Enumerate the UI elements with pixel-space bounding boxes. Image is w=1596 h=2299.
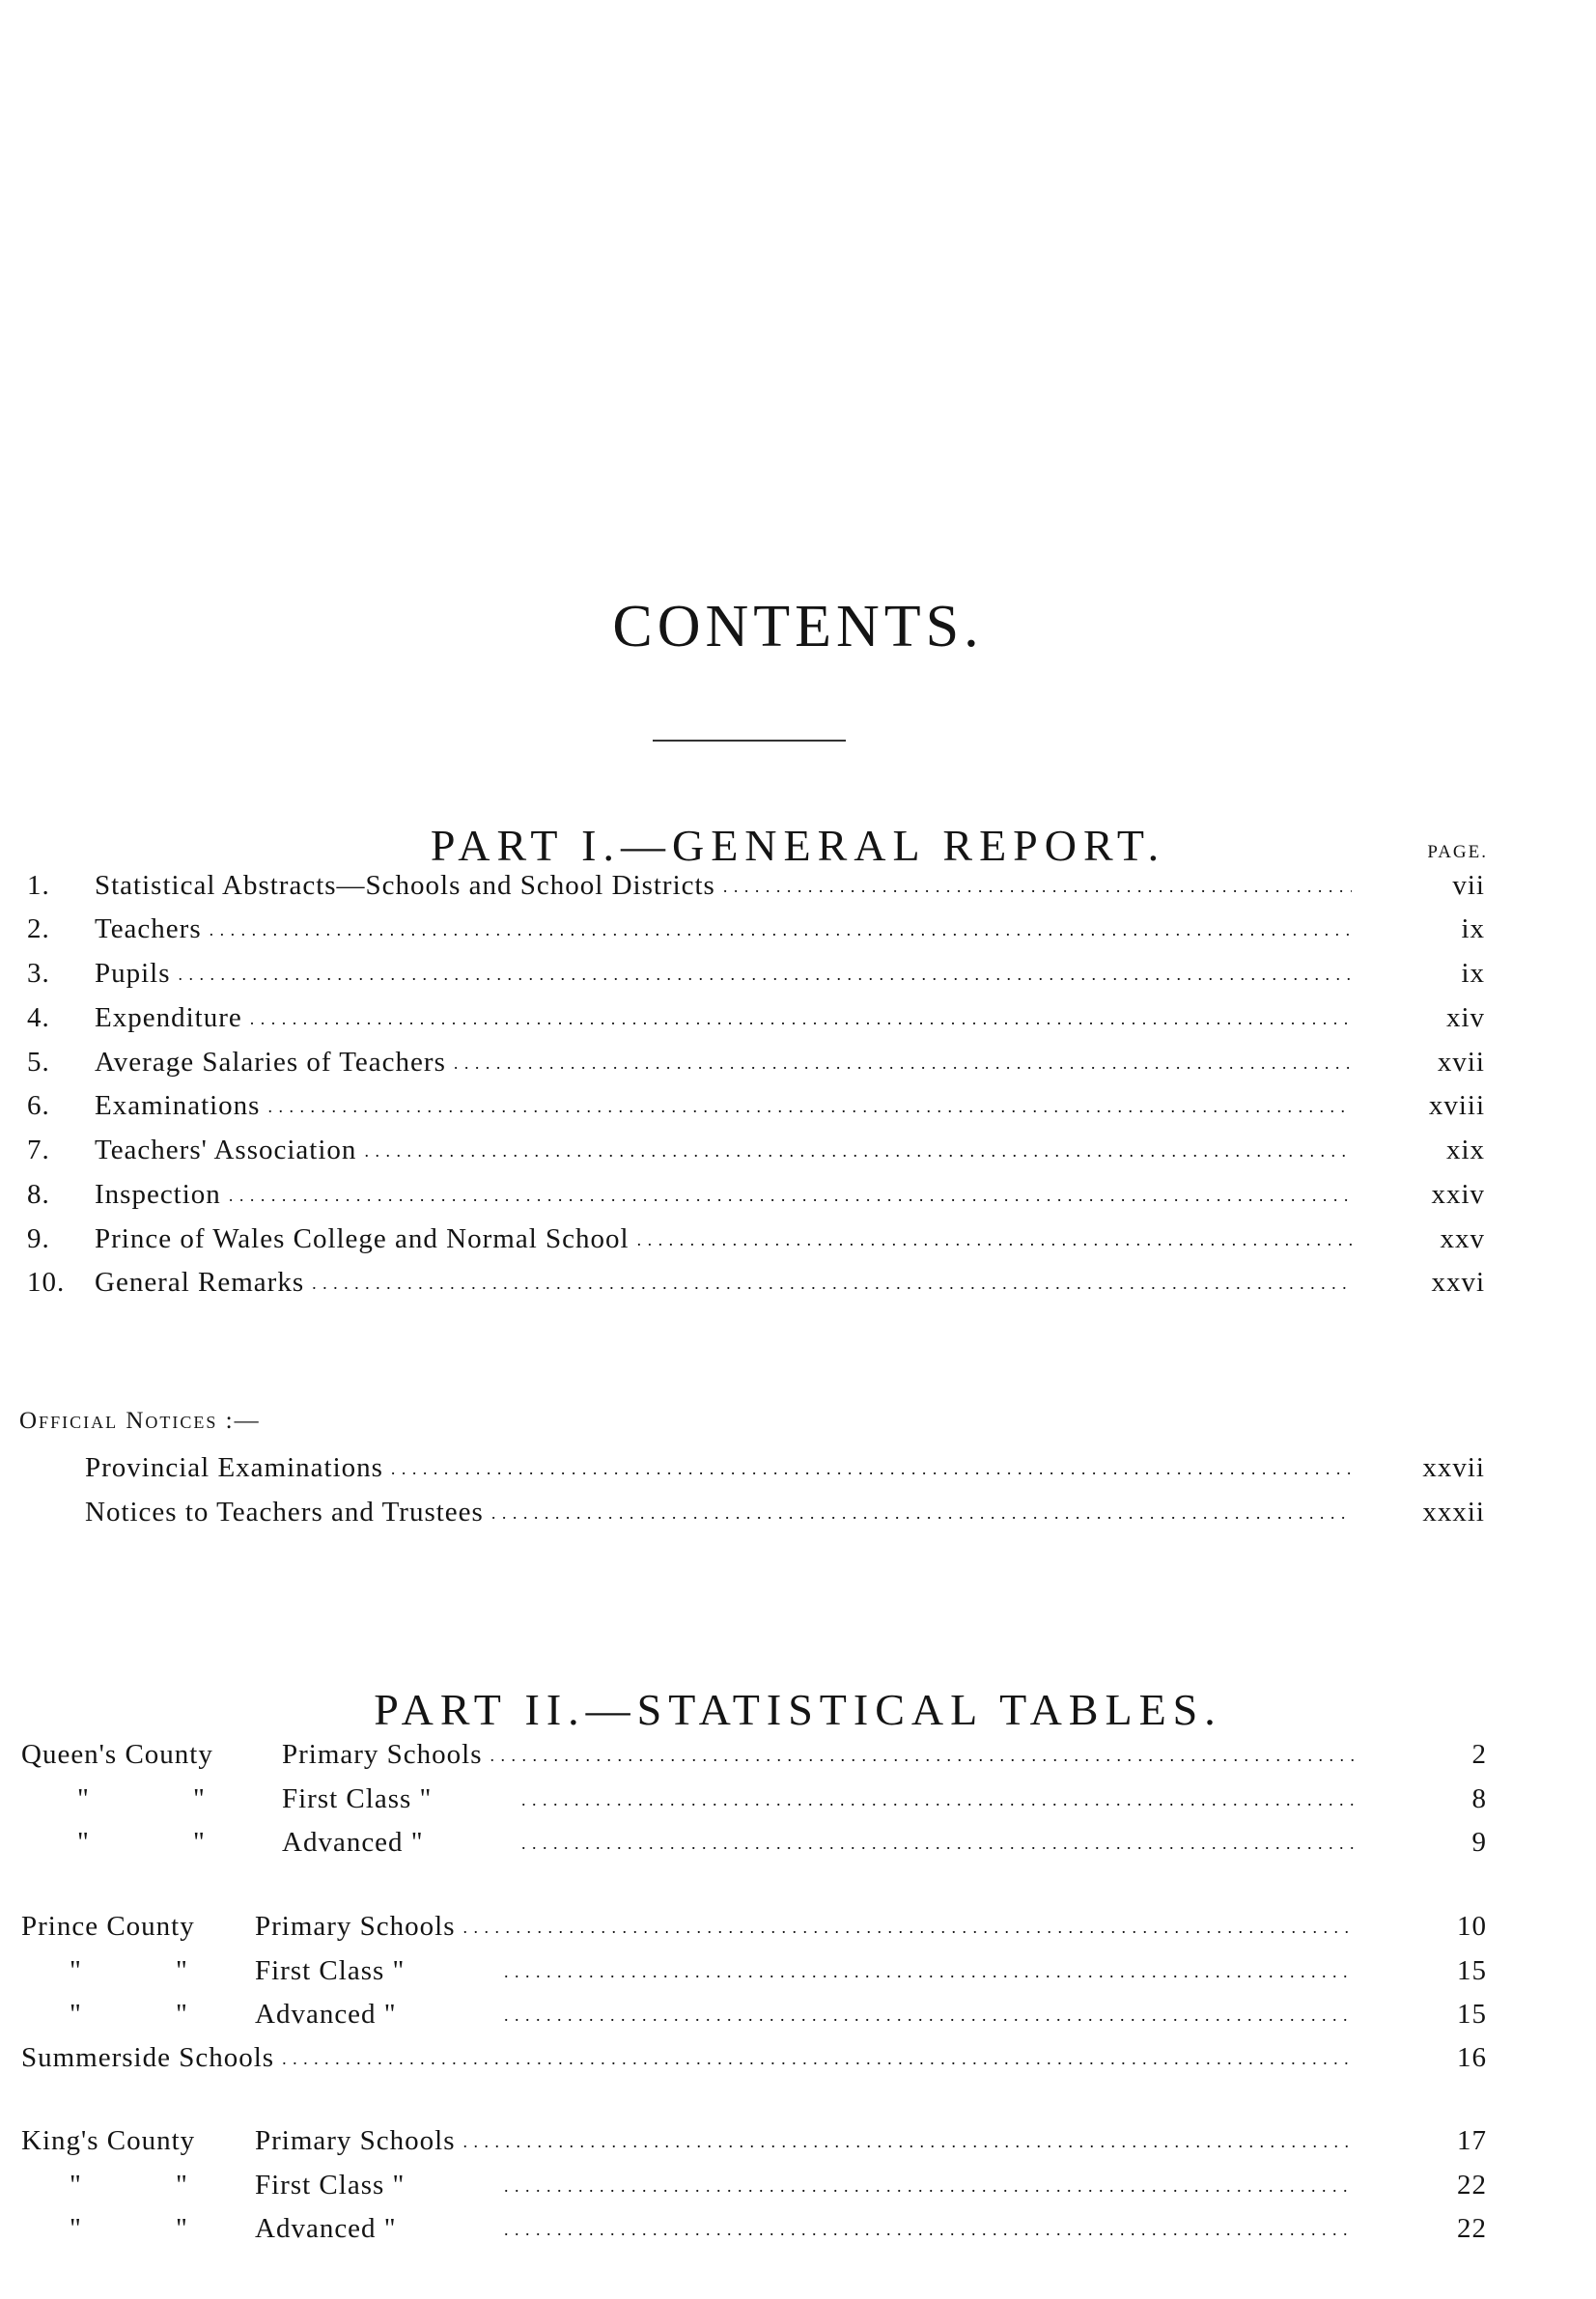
ditto-mark: ": [176, 2213, 188, 2244]
item-page: xxv: [1440, 1223, 1485, 1254]
item-number: 7.: [27, 1135, 50, 1165]
school-type-label: Advanced ": [255, 1999, 397, 2030]
leader-dots: [391, 1446, 1352, 1488]
leader-dots: [521, 1778, 1354, 1819]
leader-dots: [491, 1491, 1352, 1532]
leader-dots: [179, 952, 1352, 994]
leader-dots: [282, 2036, 1354, 2078]
item-label: Provincial Examinations: [85, 1452, 383, 1483]
toc-row: [27, 1086, 1485, 1125]
ditto-mark: ": [176, 1955, 188, 1986]
item-number: 10.: [27, 1267, 66, 1298]
leader-dots: [229, 1173, 1352, 1215]
item-page: 16: [1457, 2042, 1487, 2073]
leader-dots: [504, 1949, 1354, 1991]
item-number: 4.: [27, 1002, 50, 1033]
item-page: 15: [1457, 1955, 1487, 1986]
item-label: Expenditure: [95, 1002, 242, 1033]
title-rule: [653, 740, 846, 742]
item-page: 2: [1471, 1739, 1487, 1770]
leader-dots: [250, 996, 1352, 1038]
official-notices-heading: Official Notices :—: [19, 1408, 261, 1434]
item-label: Notices to Teachers and Trustees: [85, 1497, 484, 1528]
ditto-mark: ": [70, 1999, 82, 2030]
item-page: xxxii: [1422, 1497, 1485, 1528]
item-number: 9.: [27, 1223, 50, 1254]
toc-row: [21, 2121, 1487, 2160]
toc-row: [21, 1780, 1487, 1818]
county-label: Queen's County: [21, 1739, 213, 1770]
toc-row: [85, 1448, 1485, 1487]
school-type-label: Advanced ": [282, 1827, 424, 1858]
school-type-label: First Class ": [255, 1955, 406, 1986]
toc-row: [27, 1263, 1485, 1302]
ditto-mark: ": [70, 2170, 82, 2201]
ditto-mark: ": [70, 2213, 82, 2244]
leader-dots: [504, 1993, 1354, 2034]
leader-dots: [312, 1261, 1352, 1303]
item-label: Statistical Abstracts—Schools and School Districts: [95, 870, 715, 901]
leader-dots: [463, 2119, 1354, 2161]
leader-dots: [723, 864, 1352, 906]
leader-dots: [504, 2207, 1354, 2249]
toc-row: [21, 1951, 1487, 1990]
leader-dots: [490, 1733, 1354, 1775]
school-type-label: First Class ": [282, 1783, 433, 1814]
item-page: ix: [1461, 913, 1485, 944]
item-number: 3.: [27, 958, 50, 989]
item-number: 5.: [27, 1047, 50, 1078]
leader-dots: [267, 1084, 1352, 1126]
school-type-label: First Class ": [255, 2170, 406, 2201]
page-column-label: PAGE.: [1427, 842, 1488, 862]
item-page: 22: [1457, 2213, 1487, 2244]
toc-row: [21, 1823, 1487, 1862]
item-page: xxvi: [1431, 1267, 1485, 1298]
leader-dots: [364, 1129, 1352, 1170]
school-type-label: Primary Schools: [255, 2125, 456, 2156]
item-label: Inspection: [95, 1179, 221, 1210]
item-page: xxiv: [1431, 1179, 1485, 1210]
ditto-mark: ": [70, 1955, 82, 1986]
item-page: 15: [1457, 1999, 1487, 2030]
county-label: King's County: [21, 2125, 196, 2156]
item-label: Examinations: [95, 1090, 261, 1121]
item-page: 8: [1471, 1783, 1487, 1814]
toc-row: [27, 998, 1485, 1037]
school-type-label: Primary Schools: [255, 1911, 456, 1942]
leader-dots: [454, 1041, 1352, 1082]
toc-row: [21, 1907, 1487, 1946]
contents-title: CONTENTS.: [612, 594, 984, 659]
item-number: 8.: [27, 1179, 50, 1210]
item-number: 1.: [27, 870, 50, 901]
item-label: Average Salaries of Teachers: [95, 1047, 446, 1078]
toc-row: [27, 1043, 1485, 1081]
toc-row: [21, 2038, 1487, 2077]
leader-dots: [504, 2164, 1354, 2205]
item-page: 10: [1457, 1911, 1487, 1942]
toc-row: [21, 1995, 1487, 2033]
part1-heading: PART I.—GENERAL REPORT.: [430, 821, 1166, 871]
part2-heading: PART II.—STATISTICAL TABLES.: [374, 1685, 1222, 1735]
item-label: General Remarks: [95, 1267, 305, 1298]
item-number: 2.: [27, 913, 50, 944]
ditto-mark: ": [77, 1827, 90, 1858]
ditto-mark: ": [176, 2170, 188, 2201]
item-page: xvii: [1437, 1047, 1485, 1078]
toc-row: [27, 866, 1485, 905]
item-label: Pupils: [95, 958, 171, 989]
item-page: xxvii: [1422, 1452, 1485, 1483]
toc-row: [21, 2166, 1487, 2204]
ditto-mark: ": [176, 1999, 188, 2030]
item-label: Teachers' Association: [95, 1135, 357, 1165]
county-label: Prince County: [21, 1911, 195, 1942]
item-page: 17: [1457, 2125, 1487, 2156]
leader-dots: [210, 908, 1352, 949]
school-type-label: Advanced ": [255, 2213, 397, 2244]
item-page: ix: [1461, 958, 1485, 989]
toc-row: [27, 910, 1485, 948]
toc-row: [27, 1131, 1485, 1169]
school-type-label: Primary Schools: [282, 1739, 483, 1770]
leader-dots: [521, 1821, 1354, 1863]
leader-dots: [637, 1218, 1352, 1259]
item-number: 6.: [27, 1090, 50, 1121]
ditto-mark: ": [193, 1827, 206, 1858]
item-page: vii: [1452, 870, 1485, 901]
item-label: Teachers: [95, 913, 202, 944]
item-label: Prince of Wales College and Normal School: [95, 1223, 630, 1254]
toc-row: [85, 1493, 1485, 1531]
county-label: Summerside Schools: [21, 2042, 275, 2073]
toc-row: [27, 1220, 1485, 1258]
item-page: 9: [1471, 1827, 1487, 1858]
toc-row: [21, 2209, 1487, 2248]
leader-dots: [463, 1905, 1354, 1947]
item-page: xiv: [1445, 1002, 1485, 1033]
toc-row: [27, 1175, 1485, 1214]
toc-row: [21, 1735, 1487, 1774]
ditto-mark: ": [77, 1783, 90, 1814]
ditto-mark: ": [193, 1783, 206, 1814]
toc-row: [27, 954, 1485, 993]
item-page: 22: [1457, 2170, 1487, 2201]
item-page: xviii: [1428, 1090, 1485, 1121]
item-page: xix: [1445, 1135, 1485, 1165]
